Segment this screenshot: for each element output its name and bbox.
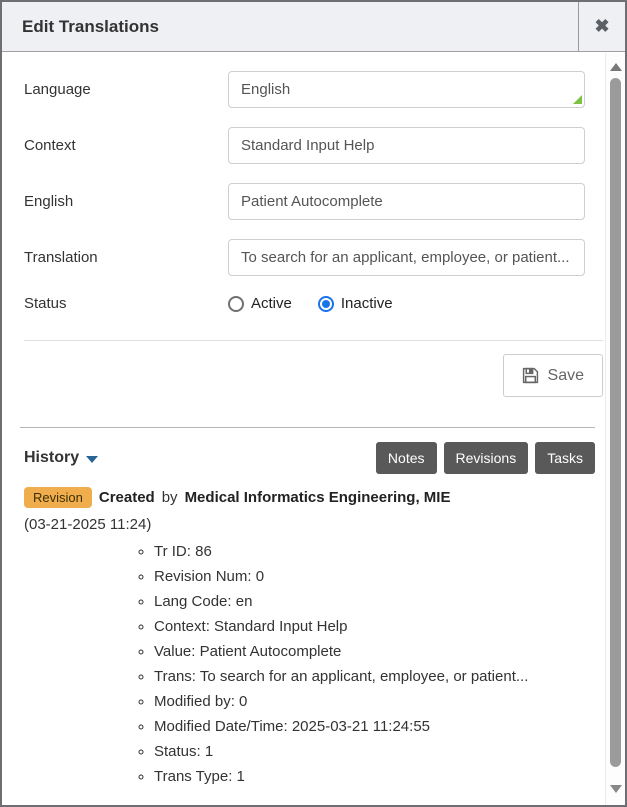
history-toggle[interactable] <box>24 449 98 467</box>
revision-detail-list <box>24 543 625 785</box>
status-inactive-label: Inactive <box>340 295 393 312</box>
tasks-button[interactable]: Tasks <box>535 442 595 474</box>
context-label: Context <box>24 137 76 154</box>
history-filter-buttons <box>376 442 595 474</box>
dialog-body <box>2 52 625 805</box>
revision-detail: ◦ Lang Code: en <box>154 593 625 610</box>
revision-badge: Revision <box>24 487 92 508</box>
translation-input[interactable] <box>228 239 585 276</box>
revision-detail: ◦ Modified by: 0 <box>154 693 625 710</box>
revisions-button[interactable]: Revisions <box>444 442 529 474</box>
revision-author: Medical Informatics Engineering, MIE <box>184 489 451 506</box>
revision-timestamp: (03-21-2025 11:24) <box>24 516 152 533</box>
save-icon <box>522 367 539 384</box>
history-title: History <box>24 449 80 466</box>
language-label: Language <box>24 81 91 98</box>
scroll-up-icon[interactable] <box>610 63 622 71</box>
revision-entry <box>24 487 625 785</box>
revision-detail: ◦ Tr ID: 86 <box>154 543 625 560</box>
translation-form <box>2 52 625 397</box>
revision-detail: ◦ Revision Num: 0 <box>154 568 625 585</box>
revision-action: Created <box>98 489 155 506</box>
combobox-corner-icon <box>573 95 582 104</box>
translation-label: Translation <box>24 249 98 266</box>
context-input[interactable] <box>228 127 585 164</box>
notes-button[interactable]: Notes <box>376 442 437 474</box>
status-active-label: Active <box>251 295 292 312</box>
revision-detail: ◦ Trans: To search for an applicant, employee, or patient... <box>154 668 625 685</box>
radio-icon-active[interactable] <box>228 296 244 312</box>
status-radio-group <box>228 295 393 312</box>
scrollbar-thumb[interactable] <box>610 78 621 767</box>
english-label: English <box>24 193 74 210</box>
language-input[interactable] <box>228 71 585 108</box>
close-icon: ✖ <box>594 16 610 36</box>
status-option-active[interactable] <box>228 295 292 312</box>
save-button-label: Save <box>547 366 584 384</box>
revision-entry-headline <box>24 487 625 508</box>
form-row-status <box>24 295 625 312</box>
form-row-english <box>24 183 625 220</box>
revision-detail: ◦ Context: Standard Input Help <box>154 618 625 635</box>
vertical-scrollbar[interactable] <box>605 53 625 805</box>
dialog-title: Edit Translations <box>22 16 159 36</box>
revision-detail: ◦ Status: 1 <box>154 743 625 760</box>
form-row-context <box>24 127 625 164</box>
save-row <box>24 341 625 397</box>
revision-detail: ◦ Trans Type: 1 <box>154 768 625 785</box>
close-button[interactable] <box>578 2 625 51</box>
form-row-language <box>24 71 625 108</box>
form-row-translation <box>24 239 625 276</box>
radio-icon-inactive[interactable] <box>318 296 334 312</box>
status-option-inactive[interactable] <box>318 295 393 312</box>
history-section <box>2 428 625 785</box>
revision-by-word: by <box>161 489 178 506</box>
history-header <box>24 442 625 474</box>
revision-detail: ◦ Value: Patient Autocomplete <box>154 643 625 660</box>
save-button[interactable] <box>503 354 603 397</box>
chevron-down-icon <box>86 456 98 463</box>
dialog-header <box>2 2 625 52</box>
scroll-down-icon[interactable] <box>610 785 622 793</box>
revision-detail: ◦ Modified Date/Time: 2025-03-21 11:24:55 <box>154 718 625 735</box>
status-label: Status <box>24 295 67 312</box>
english-input[interactable] <box>228 183 585 220</box>
